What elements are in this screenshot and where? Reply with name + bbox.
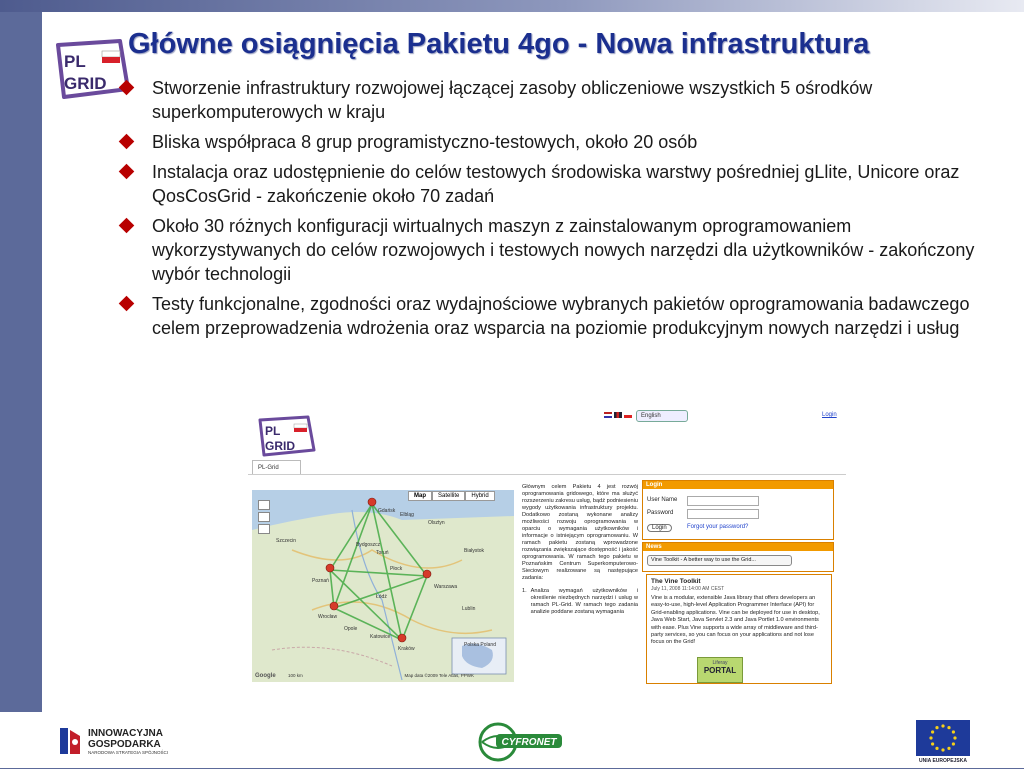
footer-logo-bar — [0, 712, 1024, 768]
news-panel — [642, 542, 834, 572]
cyfronet-logo — [476, 720, 566, 764]
city-label: Białystok — [464, 548, 485, 554]
bullet-item — [118, 292, 998, 340]
language-select[interactable]: English — [636, 410, 688, 422]
svg-text:GRID: GRID — [265, 439, 295, 453]
city-label: Płock — [390, 566, 403, 572]
pl-flag-icon[interactable] — [624, 412, 632, 418]
bullet-item — [118, 130, 998, 154]
slide-title: Główne osiągnięcia Pakietu 4go - Nowa infrastruktura — [128, 28, 870, 60]
news-select[interactable]: Vine Toolkit - A better way to use the Grid... — [647, 555, 792, 566]
bullet-text: Instalacja oraz udostępnienie do celów testowych środowiska warstwy pośredniej gLlite, Unicore oraz QosCosGrid - zakończenie około 70 zadań — [152, 162, 960, 206]
map-copyright: Map data ©2009 Tele Atlas, PPWK — [404, 673, 474, 678]
diamond-bullet-icon — [119, 218, 135, 234]
list-text: Analiza wymagań użytkowników i określenie niezbędnych narzędzi i usług w ramach PL-Grid. W ramach tego zadania analizie poddane zostaną wymagania — [530, 588, 638, 615]
bullet-list — [118, 76, 998, 346]
map-scale: 100 km — [288, 673, 303, 678]
city-label: Warszawa — [434, 584, 458, 590]
logo-text-grid: GRID — [64, 74, 107, 93]
ig-line2: GOSPODARKA — [88, 738, 161, 750]
zoom-in-icon[interactable] — [258, 500, 270, 510]
logo-text-pl: PL — [64, 52, 86, 71]
portal-small-text: Liferay — [712, 660, 728, 666]
list-number: 1. — [522, 588, 527, 594]
article-text: Vine is a modular, extensible Java library that offers developers an easy-to-use, high-level Application Programmer Interface (API) for Grid-enabling applications. Vine can be deployed for use in desktop, Java Web Start, Java Servlet 2.3 and Java Portlet 1.0 environments with ease. Plus Vine supports a wide array of middleware and third-party services, so you can focus on your applications and not lose focus on the Grid! — [651, 595, 820, 646]
city-label: Katowice — [370, 634, 391, 640]
package-description — [522, 484, 638, 616]
ig-line1: INNOWACYJNA — [88, 727, 164, 739]
website-screenshot — [248, 404, 846, 686]
website-pl-grid-logo — [254, 414, 320, 458]
map-zoom-controls — [258, 500, 270, 536]
innowacyjna-gospodarka-logo — [58, 726, 168, 756]
diamond-bullet-icon — [119, 80, 135, 96]
forgot-password-link[interactable]: Forgot your password? — [687, 524, 749, 530]
ig-subtitle: NARODOWA STRATEGIA SPÓJNOŚCI — [88, 749, 169, 755]
map-graphic — [252, 490, 514, 682]
city-label: Lublin — [462, 606, 476, 612]
google-map[interactable] — [252, 490, 514, 682]
map-button[interactable]: Map — [408, 491, 432, 501]
city-label: Elbląg — [400, 512, 414, 518]
diamond-bullet-icon — [119, 164, 135, 180]
map-type-buttons — [408, 491, 495, 501]
eu-logo — [916, 720, 976, 766]
hybrid-button[interactable]: Hybrid — [465, 491, 494, 501]
tab-divider — [248, 474, 846, 475]
bullet-item — [118, 160, 998, 208]
news-header: News — [643, 543, 833, 551]
login-button[interactable]: Login — [647, 524, 672, 532]
pan-icon[interactable] — [258, 524, 270, 534]
bullet-item — [118, 76, 998, 124]
bullet-text: Około 30 różnych konfiguracji wirtualnych maszyn z zainstalowanym oprogramowaniem wykorzystywanych do celów rozwojowych i testowych nowych narzędzi dla użytkowników - zakończony wybór technologii — [152, 216, 975, 284]
article-title: The Vine Toolkit — [651, 578, 701, 585]
liferay-portal-badge[interactable] — [697, 657, 743, 683]
city-label: Bydgoszcz — [356, 542, 381, 548]
diamond-bullet-icon — [119, 296, 135, 312]
city-label: Poznań — [312, 578, 329, 584]
svg-text:PL: PL — [265, 424, 281, 438]
top-gradient-strip — [0, 0, 1024, 12]
description-list-item — [522, 588, 638, 616]
login-link[interactable]: Login — [822, 412, 837, 418]
password-input[interactable] — [687, 509, 759, 519]
city-label: Wrocław — [318, 614, 338, 620]
eu-caption: UNIA EUROPEJSKA — [919, 758, 967, 764]
zoom-out-icon[interactable] — [258, 512, 270, 522]
vine-toolkit-article — [646, 574, 832, 684]
uk-flag-icon[interactable] — [614, 412, 622, 418]
city-label: Gdańsk — [378, 508, 396, 514]
eu-flag-icon — [916, 720, 970, 756]
bullet-text: Stworzenie infrastruktury rozwojowej łączącej zasoby obliczeniowe wszystkich 5 ośrodków superkomputerowych w kraju — [152, 78, 873, 122]
city-label: Opole — [344, 626, 358, 632]
diamond-bullet-icon — [119, 134, 135, 150]
google-logo: Google — [255, 673, 276, 679]
city-label: Szczecin — [276, 538, 297, 544]
city-label: Łódź — [376, 594, 387, 600]
bullet-item — [118, 214, 998, 286]
ig-mark-icon — [58, 726, 82, 756]
us-flag-icon[interactable] — [604, 412, 612, 418]
city-label: Olsztyn — [428, 520, 445, 526]
password-label: Password — [647, 510, 674, 516]
login-header: Login — [643, 481, 833, 489]
user-name-input[interactable] — [687, 496, 759, 506]
description-text: Głównym celem Pakietu 4 jest rozwój oprogramowania gridowego, które ma służyć rozszerzeniu zakresu usług, bądź podniesieniu wygody użytkowania infrastruktury projektu. Dodatkowo zostaną wykonane analizy możliwości rozwoju oprogramowania w oparciu o wymagania użytkowników i informacje o istniejącym oprogramowaniu. W ramach pakietu zostaną wprowadzone rozwiązania zwiększające dostępność i jakość oprogramowania. W ramach tego pakietu w Poznańskim Centrum Superkomputerowo-Sieciowym realizowane są następujące zadania: — [522, 484, 638, 581]
tab-pl-grid[interactable]: PL-Grid — [252, 460, 301, 475]
city-label: Kraków — [398, 646, 415, 652]
article-date: July 11, 2008 11:14:00 AM CEST — [651, 586, 725, 592]
bullet-text: Bliska współpraca 8 grup programistyczno-testowych, około 20 osób — [152, 132, 698, 152]
language-flags[interactable] — [604, 412, 632, 418]
user-name-label: User Name — [647, 497, 678, 503]
map-inset-label: Polska Poland — [464, 642, 496, 648]
portal-big-text: PORTAL — [703, 666, 737, 675]
bullet-text: Testy funkcjonalne, zgodności oraz wydajnościowe wybranych pakietów oprogramowania badawczego celem przeprowadzenia wdrożenia oraz wsparcia na poziomie produkcyjnym nowych narzędzi i usług — [152, 294, 970, 338]
satellite-button[interactable]: Satellite — [432, 491, 465, 501]
city-label: Toruń — [376, 550, 389, 556]
cyfronet-text: CYFRONET — [501, 737, 557, 748]
login-panel — [642, 480, 834, 540]
